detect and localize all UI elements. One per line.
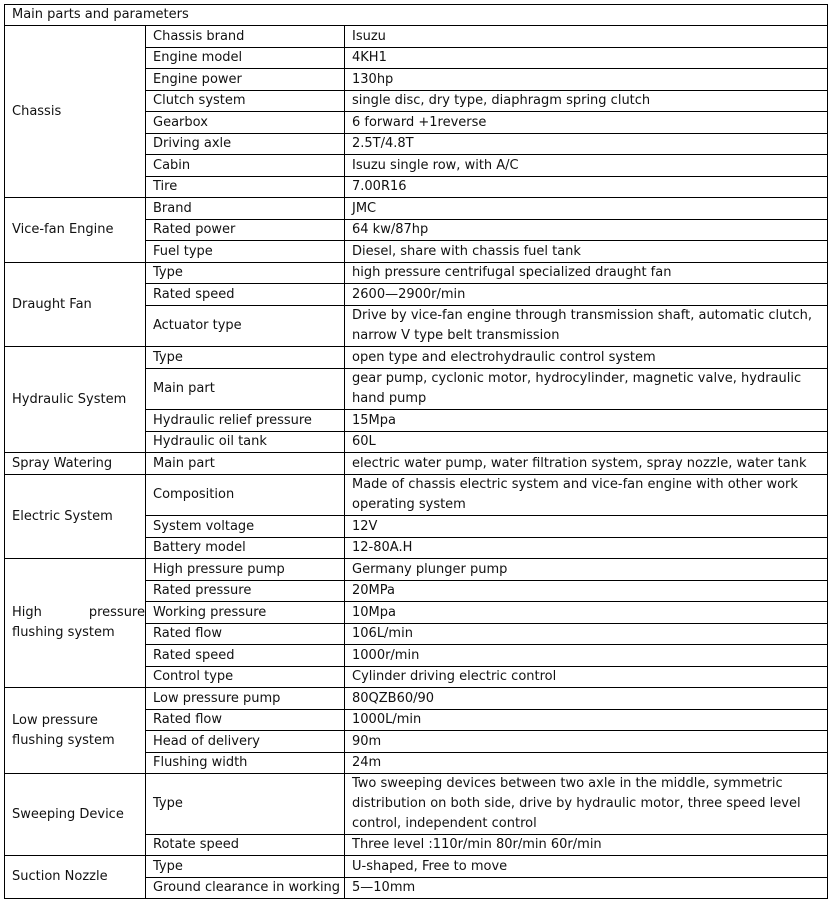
param-name: Rated speed <box>146 645 345 667</box>
group-suction-nozzle: Suction Nozzle <box>5 856 146 899</box>
table-row <box>5 453 828 475</box>
group-hydraulic-system: Hydraulic System <box>5 347 146 453</box>
param-name: Low pressure pump <box>146 688 345 710</box>
param-value: gear pump, cyclonic motor, hydrocylinder, magnetic valve, hydraulic hand pump <box>345 369 828 410</box>
param-name: Working pressure <box>146 602 345 624</box>
param-name: Rated pressure <box>146 581 345 602</box>
table-row <box>5 263 828 284</box>
param-value: 12V <box>345 516 828 538</box>
parameters-table-body <box>5 5 828 899</box>
param-value: 2600—2900r/min <box>345 284 828 306</box>
group-vice-fan-engine: Vice-fan Engine <box>5 198 146 263</box>
table-row <box>5 856 828 878</box>
param-value: Drive by vice-fan engine through transmission shaft, automatic clutch, narrow V type belt transmission <box>345 306 828 347</box>
table-row <box>5 559 828 581</box>
table-row <box>5 347 828 369</box>
group-draught-fan: Draught Fan <box>5 263 146 347</box>
param-value: 130hp <box>345 69 828 91</box>
param-name: Type <box>146 856 345 878</box>
param-value: 24m <box>345 753 828 774</box>
param-name: Type <box>146 774 345 835</box>
param-name: Rated flow <box>146 710 345 731</box>
param-value: 60L <box>345 432 828 453</box>
param-value: Isuzu single row, with A/C <box>345 155 828 177</box>
param-value: 1000L/min <box>345 710 828 731</box>
param-value: 80QZB60/90 <box>345 688 828 710</box>
group-low-pressure-flushing-system: Low pressure flushing system <box>5 688 146 774</box>
param-value: Three level :110r/min 80r/min 60r/min <box>345 835 828 856</box>
param-value: electric water pump, water filtration system, spray nozzle, water tank <box>345 453 828 475</box>
param-name: System voltage <box>146 516 345 538</box>
param-name: Head of delivery <box>146 731 345 753</box>
param-value: 7.00R16 <box>345 177 828 198</box>
param-value: Isuzu <box>345 26 828 48</box>
param-name: Battery model <box>146 538 345 559</box>
param-value: single disc, dry type, diaphragm spring clutch <box>345 91 828 112</box>
param-name: Rated power <box>146 220 345 241</box>
param-name: Rated speed <box>146 284 345 306</box>
param-name: Brand <box>146 198 345 220</box>
param-name: Driving axle <box>146 134 345 155</box>
param-name: Gearbox <box>146 112 345 134</box>
param-value: high pressure centrifugal specialized draught fan <box>345 263 828 284</box>
table-row <box>5 774 828 835</box>
param-value: U-shaped, Free to move <box>345 856 828 878</box>
param-value: 4KH1 <box>345 48 828 69</box>
param-value: Cylinder driving electric control <box>345 667 828 688</box>
param-name: Hydraulic oil tank <box>146 432 345 453</box>
param-name: Cabin <box>146 155 345 177</box>
param-name: Tire <box>146 177 345 198</box>
param-value: Germany plunger pump <box>345 559 828 581</box>
param-name: Chassis brand <box>146 26 345 48</box>
param-value: Diesel, share with chassis fuel tank <box>345 241 828 263</box>
param-value: 5—10mm <box>345 878 828 899</box>
param-name: Clutch system <box>146 91 345 112</box>
param-name: Control type <box>146 667 345 688</box>
param-name: High pressure pump <box>146 559 345 581</box>
param-name: Hydraulic relief pressure <box>146 410 345 432</box>
table-row <box>5 198 828 220</box>
group-sweeping-device: Sweeping Device <box>5 774 146 856</box>
param-value: 90m <box>345 731 828 753</box>
table-row <box>5 688 828 710</box>
parameters-table <box>4 4 828 899</box>
param-name: Type <box>146 263 345 284</box>
table-row <box>5 26 828 48</box>
param-value: 106L/min <box>345 624 828 645</box>
param-name: Engine model <box>146 48 345 69</box>
param-value: 10Mpa <box>345 602 828 624</box>
param-name: Composition <box>146 475 345 516</box>
param-value: 15Mpa <box>345 410 828 432</box>
param-value: 2.5T/4.8T <box>345 134 828 155</box>
group-spray-watering: Spray Watering <box>5 453 146 475</box>
table-title-row <box>5 5 828 26</box>
group-high-pressure-flushing-system: High pressure flushing system <box>5 559 146 688</box>
param-value: JMC <box>345 198 828 220</box>
param-value: 12-80A.H <box>345 538 828 559</box>
param-value: Made of chassis electric system and vice-fan engine with other work operating system <box>345 475 828 516</box>
table-title: Main parts and parameters <box>5 5 828 26</box>
param-name: Rotate speed <box>146 835 345 856</box>
param-value: 1000r/min <box>345 645 828 667</box>
param-name: Main part <box>146 453 345 475</box>
param-value: Two sweeping devices between two axle in the middle, symmetric distribution on both side, drive by hydraulic motor, three speed level control, independent control <box>345 774 828 835</box>
param-name: Ground clearance in working <box>146 878 345 899</box>
param-name: Actuator type <box>146 306 345 347</box>
param-name: Fuel type <box>146 241 345 263</box>
param-name: Engine power <box>146 69 345 91</box>
param-name: Main part <box>146 369 345 410</box>
group-chassis: Chassis <box>5 26 146 198</box>
param-name: Type <box>146 347 345 369</box>
param-value: open type and electrohydraulic control system <box>345 347 828 369</box>
table-row <box>5 475 828 516</box>
param-value: 20MPa <box>345 581 828 602</box>
param-value: 6 forward +1reverse <box>345 112 828 134</box>
param-name: Flushing width <box>146 753 345 774</box>
param-value: 64 kw/87hp <box>345 220 828 241</box>
group-electric-system: Electric System <box>5 475 146 559</box>
param-name: Rated flow <box>146 624 345 645</box>
